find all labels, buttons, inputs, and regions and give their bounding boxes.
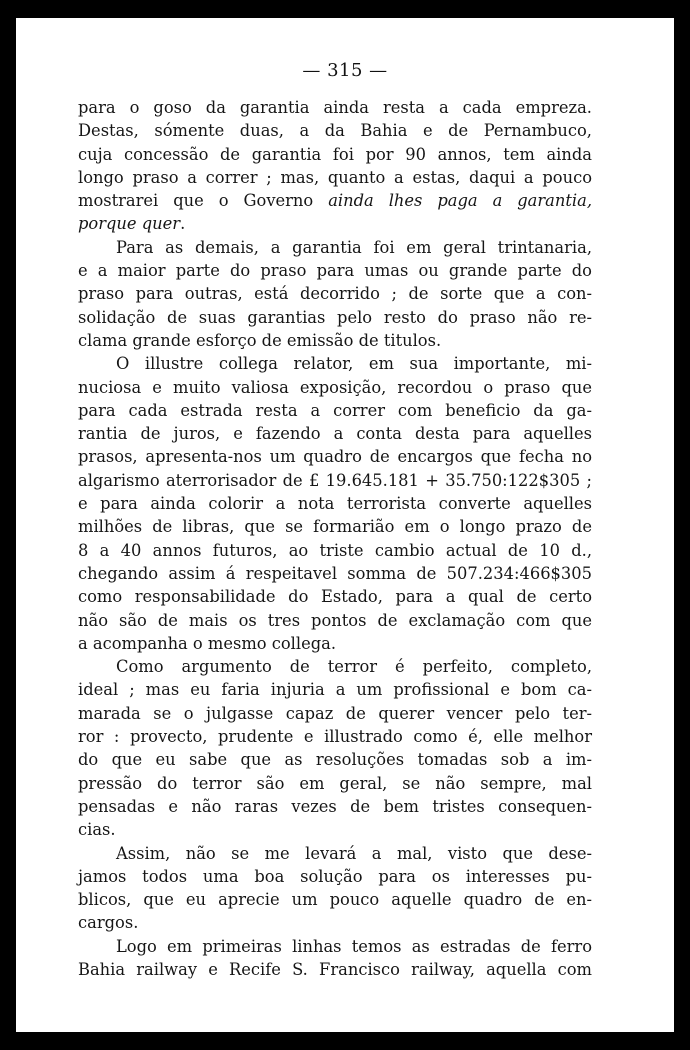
text-segment: prasos, apresenta-nos um quadro de encargos que fecha no	[78, 447, 592, 467]
text-segment: 8 a 40 annos futuros, ao triste cambio actual de 10 d.,	[78, 540, 592, 560]
text-segment: Para as demais, a garantia foi em geral trintanaria,	[116, 237, 592, 257]
text-segment: como responsabilidade do Estado, para a qual de certo	[78, 587, 592, 607]
body-text	[78, 96, 592, 981]
text-line	[78, 678, 592, 701]
text-segment: ror : provecto, prudente e illustrado como é, elle melhor	[78, 727, 592, 747]
text-segment: solidação de suas garantias pelo resto do praso não re-	[78, 307, 592, 327]
text-line	[78, 935, 592, 958]
text-segment: cuja concessão de garantia foi por 90 annos, tem ainda	[78, 144, 592, 164]
text-line	[78, 492, 592, 515]
text-segment: cargos.	[78, 913, 139, 933]
text-line	[78, 352, 592, 375]
text-line	[78, 795, 592, 818]
text-line	[78, 469, 592, 492]
text-line	[78, 772, 592, 795]
text-segment: blicos, que eu aprecie um pouco aquelle quadro de en-	[78, 890, 592, 910]
text-line	[78, 725, 592, 748]
book-page	[16, 18, 674, 1032]
text-segment: longo praso a correr ; mas, quanto a estas, daqui a pouco	[78, 167, 592, 187]
text-line	[78, 958, 592, 981]
text-segment: nuciosa e muito valiosa exposição, recordou o praso que	[78, 377, 592, 397]
text-segment: e a maior parte do praso para umas ou grande parte do	[78, 261, 592, 281]
text-segment: cias.	[78, 820, 116, 840]
text-segment: Destas, sómente duas, a da Bahia e de Pernambuco,	[78, 121, 592, 141]
text-line	[78, 539, 592, 562]
text-segment: e para ainda colorir a nota terrorista converte aquelles	[78, 494, 592, 514]
text-segment: ideal ; mas eu faria injuria a um profissional e bom ca-	[78, 680, 592, 700]
text-segment: Como argumento de terror é perfeito, completo,	[116, 657, 592, 677]
text-line	[78, 212, 592, 235]
text-segment: a acompanha o mesmo collega.	[78, 633, 337, 653]
text-segment: Logo em primeiras linhas temos as estradas de ferro	[116, 936, 592, 956]
text-line	[78, 236, 592, 259]
text-segment: .	[180, 214, 186, 234]
text-line	[78, 562, 592, 585]
text-line	[78, 189, 592, 212]
text-line	[78, 842, 592, 865]
text-segment: marada se o julgasse capaz de querer vencer pelo ter-	[78, 703, 592, 723]
text-line	[78, 445, 592, 468]
text-segment: algarismo aterrorisador de £ 19.645.181 + 35.750:122$305 ;	[78, 470, 592, 490]
text-line	[78, 632, 592, 655]
text-segment: pressão do terror são em geral, se não sempre, mal	[78, 773, 592, 793]
text-segment: jamos todos uma boa solução para os interesses pu-	[78, 866, 592, 886]
text-segment: mostrarei que o Governo	[78, 191, 329, 211]
text-line	[78, 702, 592, 725]
text-segment: chegando assim á respeitavel somma de 507.234:466$305	[78, 563, 592, 583]
text-segment: O illustre collega relator, em sua importante, mi-	[116, 354, 592, 374]
text-segment: Assim, não se me levará a mal, visto que dese-	[116, 843, 592, 863]
text-line	[78, 422, 592, 445]
italic-text: porque quer	[78, 214, 181, 234]
text-line	[78, 748, 592, 771]
text-segment: milhões de libras, que se formarião em o longo prazo de	[78, 517, 592, 537]
text-segment: clama grande esforço de emissão de titulos.	[78, 330, 442, 350]
text-line	[78, 282, 592, 305]
text-line	[78, 399, 592, 422]
text-line	[78, 143, 592, 166]
text-line	[78, 515, 592, 538]
text-segment: rantia de juros, e fazendo a conta desta para aquelles	[78, 424, 592, 444]
text-segment: para cada estrada resta a correr com beneficio da ga-	[78, 400, 592, 420]
text-segment: não são de mais os tres pontos de exclamação com que	[78, 610, 592, 630]
text-line	[78, 888, 592, 911]
italic-text: ainda lhes paga a garantia,	[328, 191, 592, 211]
text-line	[78, 818, 592, 841]
text-line	[78, 911, 592, 934]
text-line	[78, 259, 592, 282]
text-segment: pensadas e não raras vezes de bem tristes consequen-	[78, 796, 592, 816]
text-line	[78, 655, 592, 678]
text-line	[78, 585, 592, 608]
text-line	[78, 609, 592, 632]
text-line	[78, 865, 592, 888]
text-line	[78, 119, 592, 142]
text-segment: praso para outras, está decorrido ; de sorte que a con-	[78, 284, 592, 304]
text-segment: Bahia railway e Recife S. Francisco railway, aquella com	[78, 959, 592, 979]
text-line	[78, 166, 592, 189]
text-line	[78, 329, 592, 352]
page-number: — 315 —	[302, 60, 388, 81]
text-segment: do que eu sabe que as resoluções tomadas sob a im-	[78, 750, 592, 770]
text-line	[78, 306, 592, 329]
text-line	[78, 376, 592, 399]
text-line	[78, 96, 592, 119]
text-segment: para o goso da garantia ainda resta a cada empreza.	[78, 98, 592, 117]
